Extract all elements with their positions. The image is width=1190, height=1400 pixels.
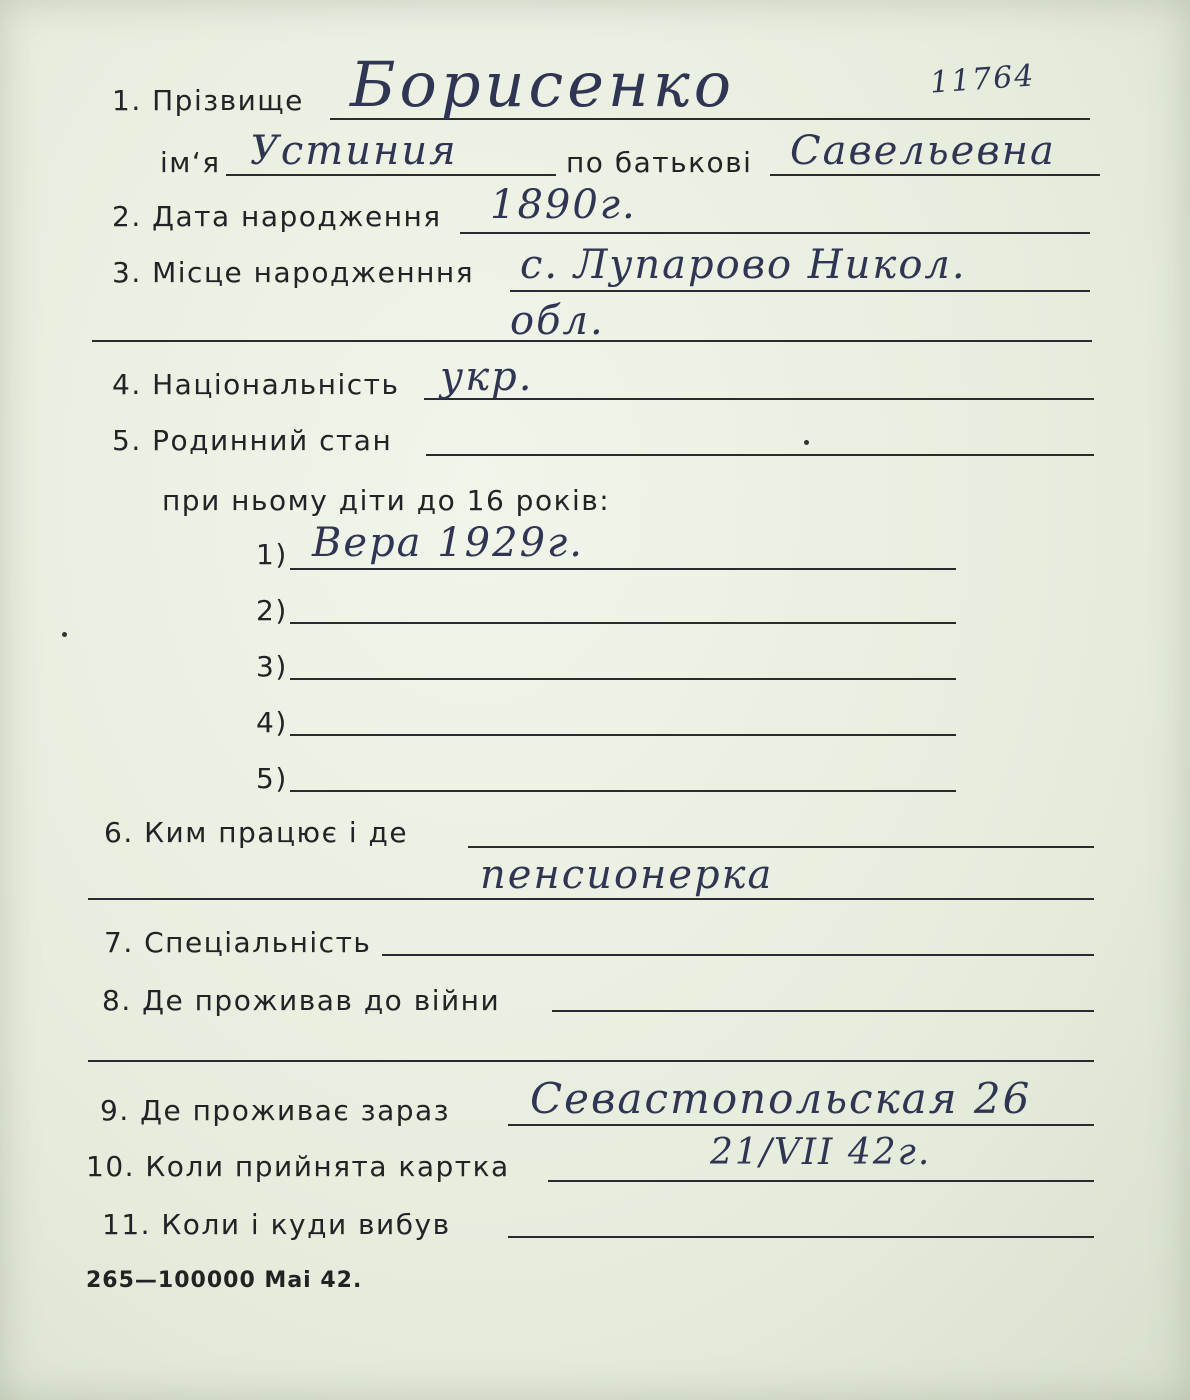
patronymic-line — [770, 174, 1100, 176]
surname-value: Борисенко — [350, 48, 736, 121]
ink-dot — [804, 440, 809, 445]
child-1-value: Вера 1929г. — [312, 520, 584, 566]
child-4-line — [290, 734, 956, 736]
name-line — [226, 174, 556, 176]
current-address-line — [508, 1124, 1094, 1126]
birthplace-line — [510, 290, 1090, 292]
prewar-address-label: 8. Де проживав до війни — [102, 984, 501, 1017]
birthplace-label: 3. Місце народженння — [112, 256, 475, 289]
work-line-2 — [88, 898, 1094, 900]
child-4-label: 4) — [256, 706, 288, 739]
prewar-address-line-2 — [88, 1060, 1094, 1062]
child-1-label: 1) — [256, 538, 288, 571]
name-label: ім‘я — [160, 146, 221, 179]
card-accepted-value: 21/VII 42г. — [710, 1132, 932, 1173]
current-address-label: 9. Де проживає зараз — [100, 1094, 451, 1127]
patronymic-label: по батькові — [566, 146, 753, 179]
name-value: Устиния — [250, 128, 458, 174]
children-label: при ньому діти до 16 років: — [162, 484, 611, 517]
birthdate-line — [460, 232, 1090, 234]
child-3-line — [290, 678, 956, 680]
ink-speck — [62, 632, 67, 637]
departed-line — [508, 1236, 1094, 1238]
birthdate-label: 2. Дата народження — [112, 200, 442, 233]
child-3-label: 3) — [256, 650, 288, 683]
card-accepted-line — [548, 1180, 1094, 1182]
speciality-label: 7. Спеціальність — [104, 926, 372, 959]
card-accepted-label: 10. Коли прийнята картка — [86, 1150, 510, 1183]
current-address-value: Севастопольская 26 — [530, 1074, 1032, 1123]
nationality-value: укр. — [440, 354, 534, 400]
print-code: 265—100000 Mai 42. — [86, 1268, 363, 1293]
child-1-line — [290, 568, 956, 570]
birthplace-value-1: с. Лупарово Никол. — [520, 242, 967, 288]
child-5-line — [290, 790, 956, 792]
work-label: 6. Ким працює і де — [104, 816, 409, 849]
speciality-line — [382, 954, 1094, 956]
birthdate-value: 1890г. — [490, 182, 637, 228]
child-5-label: 5) — [256, 762, 288, 795]
work-value: пенсионерка — [480, 852, 774, 898]
family-status-label: 5. Родинний стан — [112, 424, 393, 457]
child-2-line — [290, 622, 956, 624]
work-line — [468, 846, 1094, 848]
birthplace-value-2: обл. — [510, 298, 605, 344]
patronymic-value: Савельевна — [790, 128, 1056, 174]
card-number: 11764 — [928, 58, 1037, 101]
nationality-label: 4. Національність — [112, 368, 400, 401]
child-2-label: 2) — [256, 594, 288, 627]
surname-label: 1. Прізвище — [112, 84, 304, 117]
family-status-line — [426, 454, 1094, 456]
prewar-address-line — [552, 1010, 1094, 1012]
departed-label: 11. Коли і куди вибув — [102, 1208, 451, 1241]
